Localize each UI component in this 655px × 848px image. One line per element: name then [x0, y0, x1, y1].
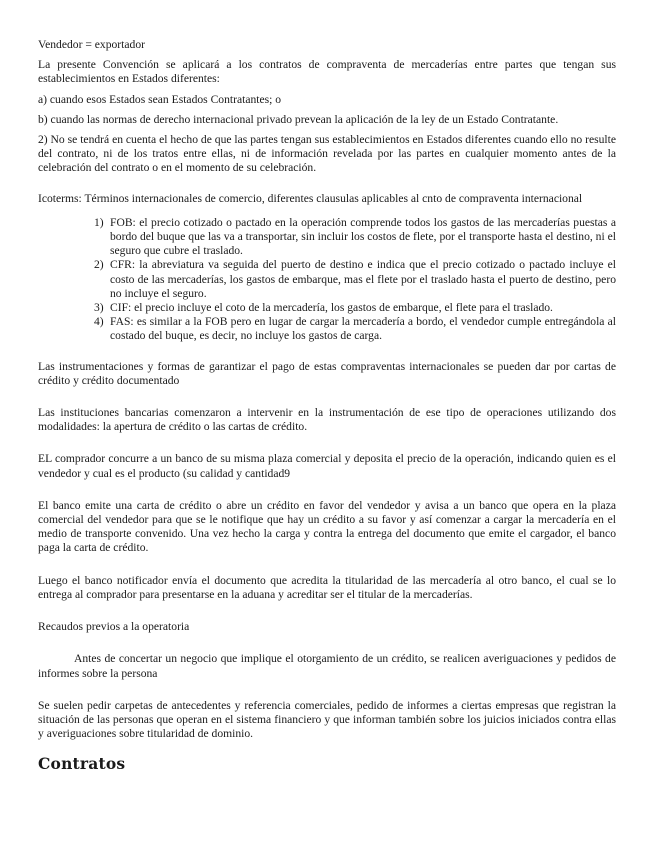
list-item: [38, 216, 616, 259]
incoterms-intro: Icoterms: Términos internacionales de comercio, diferentes clausulas aplicables al cnto de compraventa internacional: [38, 191, 583, 205]
list-item: [38, 301, 616, 315]
clause-2: 2) No se tendrá en cuenta el hecho de que las partes tengan sus establecimientos en Estados diferentes cuando ello no resulte del contrato, ni de los tratos entre ellas, ni de información revelada por las partes en cualquier momento antes de la celebración del contrato o en el momento de su celebración.: [38, 133, 616, 175]
list-item-text: FAS: es similar a la FOB pero en lugar de cargar la mercadería a bordo, el vendedor cumple entregándola al costado del buque, es decir, no incluye los gastos de carga.: [110, 315, 616, 343]
clause-a: a) cuando esos Estados sean Estados Contratantes; o: [38, 92, 282, 106]
background-checks-paragraph: Se suelen pedir carpetas de antecedentes y referencia comerciales, pedido de informes a ciertas empresas que registran la situación de las personas que operan en el sistema financiero y que informan también sobre los juicios iniciados contra ellas y averiguaciones sobre titularidad de dominio.: [38, 698, 616, 741]
list-item-number: 3): [94, 301, 104, 315]
list-item-text: FOB: el precio cotizado o pactado en la operación comprende todos los gastos de las mercaderías puestas a bordo del buque que las va a transportar, sin incluir los costos de flete, por el transporte hasta el destino, ni el seguro que cubre el traslado.: [110, 215, 616, 258]
incoterms-list: [38, 216, 616, 344]
clause-b: b) cuando las normas de derecho internacional privado prevean la aplicación de la ley de un Estado Contratante.: [38, 112, 559, 126]
list-item: [38, 315, 616, 343]
list-item-number: 2): [94, 258, 104, 272]
document-page: [38, 38, 616, 773]
banking-institutions-paragraph: Las instituciones bancarias comenzaron a intervenir en la instrumentación de ese tipo de operaciones utilizando dos modalidades: la apertura de crédito o las cartas de crédito.: [38, 406, 616, 434]
buyer-deposit-paragraph: EL comprador concurre a un banco de su misma plaza comercial y deposita el precio de la operación, indicando quien es el vendedor y cual es el producto (su calidad y cantidad9: [38, 452, 616, 480]
list-item: [38, 258, 616, 301]
list-item-number: 1): [94, 215, 104, 229]
list-item-text: CIF: el precio incluye el coto de la mercadería, los gastos de embarque, el flete para el traslado.: [110, 301, 553, 315]
list-item-number: 4): [94, 315, 104, 329]
notifying-bank-paragraph: Luego el banco notificador envía el documento que acredita la titularidad de las mercadería al otro banco, el cual se lo entrega al comprador para presentarse en la aduana y acreditar ser el titular de la mercaderías.: [38, 573, 616, 601]
section-title: Contratos: [38, 754, 126, 774]
bank-issues-letter-paragraph: El banco emite una carta de crédito o abre un crédito en favor del vendedor y avisa a un banco que opera en la plaza comercial del vendedor para que se le notifique que hay un crédito a su favor y así comenzar a cargar la mercadería en el medio de transporte convenido. Una vez hecho la carga y contra la entrega del documento que emite el cargador, el banco paga la carta de crédito.: [38, 498, 616, 555]
list-item-text: CFR: la abreviatura va seguida del puerto de destino e indica que el precio cotizado o pactado incluye el costo de las mercaderías, los gastos de embarque, mas el flete por el traslado hasta el puerto de destino, pero no incluye el seguro.: [110, 258, 616, 300]
prior-steps-body: Antes de concertar un negocio que implique el otorgamiento de un crédito, se realicen averiguaciones y pedidos de informes sobre la persona: [38, 652, 616, 680]
convention-scope-paragraph: La presente Convención se aplicará a los contratos de compraventa de mercaderías entre partes que tengan sus establecimientos en Estados diferentes:: [38, 58, 616, 86]
prior-steps-heading: Recaudos previos a la operatoria: [38, 620, 190, 634]
intro-line: Vendedor = exportador: [38, 38, 145, 51]
instrumentation-paragraph: Las instrumentaciones y formas de garantizar el pago de estas compraventas internacionales se pueden dar por cartas de crédito y crédito documentado: [38, 359, 616, 387]
